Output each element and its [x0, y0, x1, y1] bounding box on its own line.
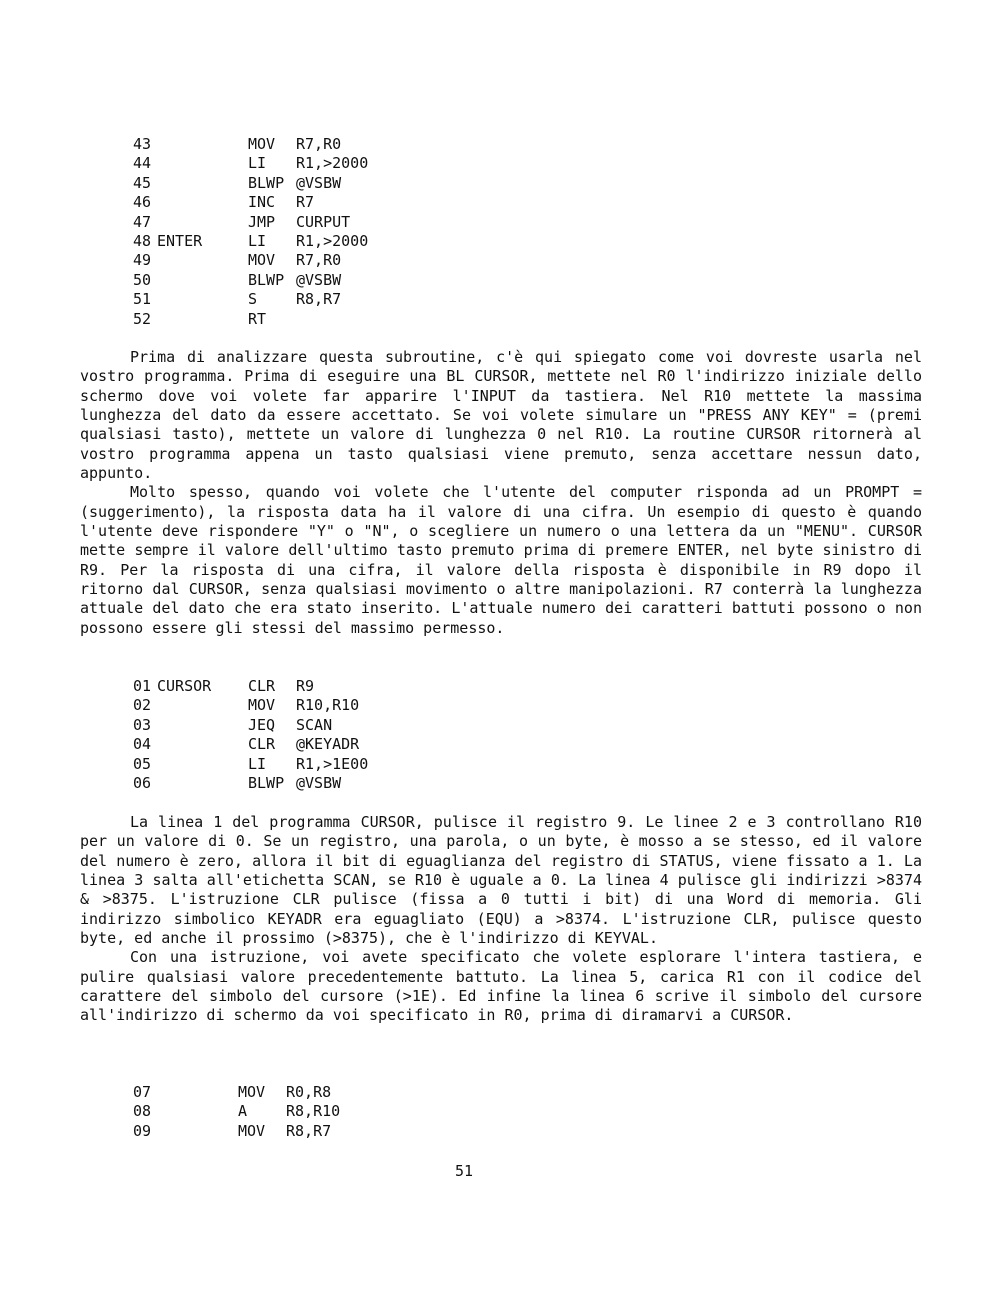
paragraph: Molto spesso, quando voi volete che l'utente del computer risponda ad un PROMPT = (suggerimento), la risposta data ha il valore di una cifra. Un esempio di questo è quando l'utente deve rispondere "Y" o "N", o scegliere un numero o una lettera da un "MENU". CURSOR mette sempre il valore dell'ultimo tasto premuto prima di premere ENTER, nel byte sinistro di R9. Per la risposta di una cifra, il valore della risposta è disponibile in R9 dopo il ritorno dal CURSOR, senza qualsiasi movimento o altre manipolazioni. R7 conterrà la lunghezza attuale del dato che era stato inserito. L'attuale numero dei caratteri battuti possono o non possono essere gli stessi del massimo permesso. [80, 483, 922, 637]
paragraph: Con una istruzione, voi avete specificato che volete esplorare l'intera tastiera, e pulire qualsiasi valore precedentemente battuto. La linea 5, carica R1 con il codice del carattere del simbolo del cursore (>1E). Ed infine la linea 6 scrive il simbolo del cursore all'indirizzo di schermo da voi specificato in R0, prima di diramarvi a CURSOR. [80, 948, 922, 1025]
body-text-2 [80, 813, 922, 1026]
page-number: 51 [454, 1162, 474, 1180]
paragraph: La linea 1 del programma CURSOR, pulisce il registro 9. Le linee 2 e 3 controllano R10 per un valore di 0. Se un registro, una parola, o un byte, è mosso a se stesso, ed il valore del numero è zero, allora il bit di eguaglianza del registro di STATUS, viene fissato a 1. La linea 3 salta all'etichetta SCAN, se R10 è uguale a 0. La linea 4 pulisce gli indirizzi >8374 & >8375. L'istruzione CLR pulisce (fissa a 0 tutti i bit) di una Word di memoria. Gli indirizzo simbolico KEYADR era eguagliato (EQU) a >8374. L'istruzione CLR, pulisce questo byte, ed anche il prossimo (>8375), che è l'indirizzo di KEYVAL. [80, 813, 922, 948]
document-page: 43 MOV R7,R0 44 LI R1,>2000 45 BLWP @VSBW 46 INC R7 47 JMP CURPUT 48 ENTER LI R1,>2000 49 MOV R7,R0 50 BLWP @VSBW 51 S R8,R7 52 RT Prima di analizzare questa subroutine, c'è qui spiegato come voi dovreste usarla nel vostro programma. Prima di eseguire una BL CURSOR, mettete nel R0 l'indirizzo iniziale dello schermo dove voi volete far apparire l'INPUT da tastiera. Nel R10 mettete la massima lunghezza del dato da essere accettato. Se voi volete simulare un "PRESS ANY KEY" = (premi qualsiasi tasto), mettete un valore di lunghezza 0 nel R10. La routine CURSOR ritornerà al vostro programma appena un tasto qualsiasi viene premuto, senza accettare nessun dato, appunto. Molto spesso, quando voi volete che l'utente del computer risponda ad un PROMPT = (suggerimento), la risposta data ha il valore di una cifra. Un esempio di questo è quando l'utente deve rispondere "Y" o "N", o scegliere un numero o una lettera da un "MENU". CURSOR mette sempre il valore dell'ultimo tasto premuto prima di premere ENTER, nel byte sinistro di R9. Per la risposta di una cifra, il valore della risposta è disponibile in R9 dopo il ritorno dal CURSOR, senza qualsiasi movimento o altre manipolazioni. R7 conterrà la lunghezza attuale del dato che era stato inserito. L'attuale numero dei caratteri battuti possono o non possono essere gli stessi del massimo permesso. 01 CURSOR CLR R9 02 MOV R10,R10 03 JEQ SCAN 04 CLR @KEYADR 05 LI R1,>1E00 06 BLWP @VSBW La linea 1 del programma CURSOR, pulisce il registro 9. Le linee 2 e 3 controllano R10 per un valore di 0. Se un registro, una parola, o un byte, è mosso a se stesso, ed il valore del numero è zero, allora il bit di eguaglianza del registro di STATUS, viene fissato a 1. La linea 3 salta all'etichetta SCAN, se R10 è uguale a 0. La linea 4 pulisce gli indirizzi >8374 & >8375. L'istruzione CLR pulisce (fissa a 0 tutti i bit) di una Word di memoria. Gli indirizzo simbolico KEYADR era eguagliato (EQU) a >8374. L'istruzione CLR, pulisce questo byte, ed anche il prossimo (>8375), che è l'indirizzo di KEYVAL. Con una istruzione, voi avete specificato che volete esplorare l'intera tastiera, e pulire qualsiasi valore precedentemente battuto. La linea 5, carica R1 con il codice del carattere del simbolo del cursore (>1E). Ed infine la linea 6 scrive il simbolo del cursore all'indirizzo di schermo da voi specificato in R0, prima di diramarvi a CURSOR. 07 MOV R0,R8 08 A R8,R10 09 MOV R8,R7 51 [0, 0, 1000, 1315]
paragraph: Prima di analizzare questa subroutine, c'è qui spiegato come voi dovreste usarla nel vostro programma. Prima di eseguire una BL CURSOR, mettete nel R0 l'indirizzo iniziale dello schermo dove voi volete far apparire l'INPUT da tastiera. Nel R10 mettete la massima lunghezza del dato da essere accettato. Se voi volete simulare un "PRESS ANY KEY" = (premi qualsiasi tasto), mettete un valore di lunghezza 0 nel R10. La routine CURSOR ritornerà al vostro programma appena un tasto qualsiasi viene premuto, senza accettare nessun dato, appunto. [80, 348, 922, 483]
body-text-1 [80, 348, 922, 638]
